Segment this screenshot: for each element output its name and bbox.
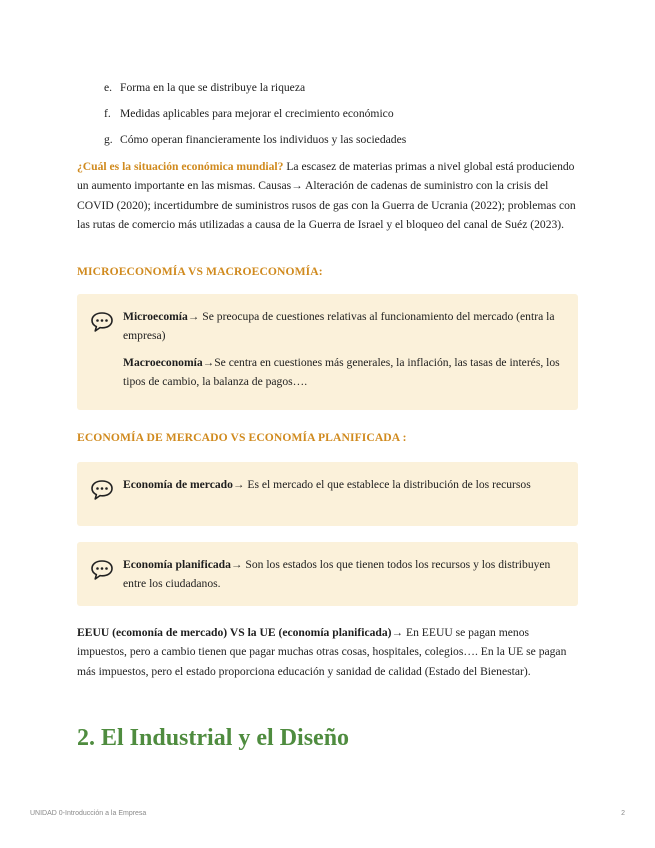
callout-macro-text xyxy=(123,353,564,392)
market-text: Es el mercado el que establece la distribución de los recursos xyxy=(244,478,531,491)
world-question: ¿Cuál es la situación económica mundial? xyxy=(77,160,284,173)
macro-text: Se centra en cuestiones más generales, la inflación, las tasas de interés, los tipos de cambio, la balanza de pagos…. xyxy=(123,355,560,389)
list-item xyxy=(104,104,394,123)
section-heading-micro-macro: MICROECONOMÍA VS MACROECONOMÍA: xyxy=(77,265,323,278)
market-term: Economía de mercado→ xyxy=(123,478,245,491)
list-item xyxy=(104,78,305,97)
eeuu-ue-paragraph xyxy=(77,623,577,681)
macro-term: Macroeconomía→ xyxy=(123,355,215,369)
planned-term: Economía planificada→ xyxy=(123,558,243,571)
eeuu-term: EEUU (ecomonía de mercado) VS la UE (economía planificada)→ xyxy=(77,626,404,639)
callout-planned-text xyxy=(123,555,564,594)
callout-market-economy xyxy=(77,462,578,526)
list-item xyxy=(104,130,406,149)
list-text: Medidas aplicables para mejorar el crecimiento económico xyxy=(120,107,394,120)
chapter-title: 2. El Industrial y el Diseño xyxy=(77,725,350,751)
callout-micro-macro xyxy=(77,294,578,410)
planned-text: Son los estados los que tienen todos los recursos y los distribuyen entre los ciudadanos. xyxy=(123,558,551,591)
micro-term: Microecomía→ xyxy=(123,310,200,323)
section-heading-market-planned: ECONOMÍA DE MERCADO VS ECONOMÍA PLANIFICADA : xyxy=(77,431,407,444)
world-situation-paragraph xyxy=(77,157,577,235)
list-marker: g. xyxy=(104,133,113,146)
speech-bubble-icon xyxy=(90,311,114,333)
callout-market-text xyxy=(123,475,564,494)
callout-planned-economy xyxy=(77,542,578,606)
speech-bubble-icon xyxy=(90,559,114,581)
page-number: 2 xyxy=(621,810,625,817)
world-text: La escasez de materias primas a nivel global está produciendo un aumento importante en las mismas. Causas→ Alteración de cadenas de suministro con la crisis del COVID (2020); incertidumbre de suministros rusos de gas con la Guerra de Ucrania (2022); problemas con las rutas de comercio más utilizadas a causa de la Guerra de Israel y el bloqueo del canal de Suéz (2023). xyxy=(77,160,576,232)
footer-unit-label: UNIDAD 0-Introducción a la Empresa xyxy=(30,810,147,817)
speech-bubble-icon xyxy=(90,479,114,501)
eeuu-text: En EEUU se pagan menos impuestos, pero a cambio tienen que pagar muchas otras cosas, hospitales, colegios…. En la UE se pagan más impuestos, pero el estado proporciona educación y sanidad de calidad (Estado del Bienestar). xyxy=(77,626,567,678)
list-marker: e. xyxy=(104,81,113,94)
callout-micro-text xyxy=(123,307,564,346)
micro-text: Se preocupa de cuestiones relativas al funcionamiento del mercado (entra la empresa) xyxy=(123,310,555,343)
list-marker: f. xyxy=(104,107,111,120)
list-text: Cómo operan financieramente los individuos y las sociedades xyxy=(120,133,407,146)
list-text: Forma en la que se distribuye la riqueza xyxy=(120,81,306,94)
